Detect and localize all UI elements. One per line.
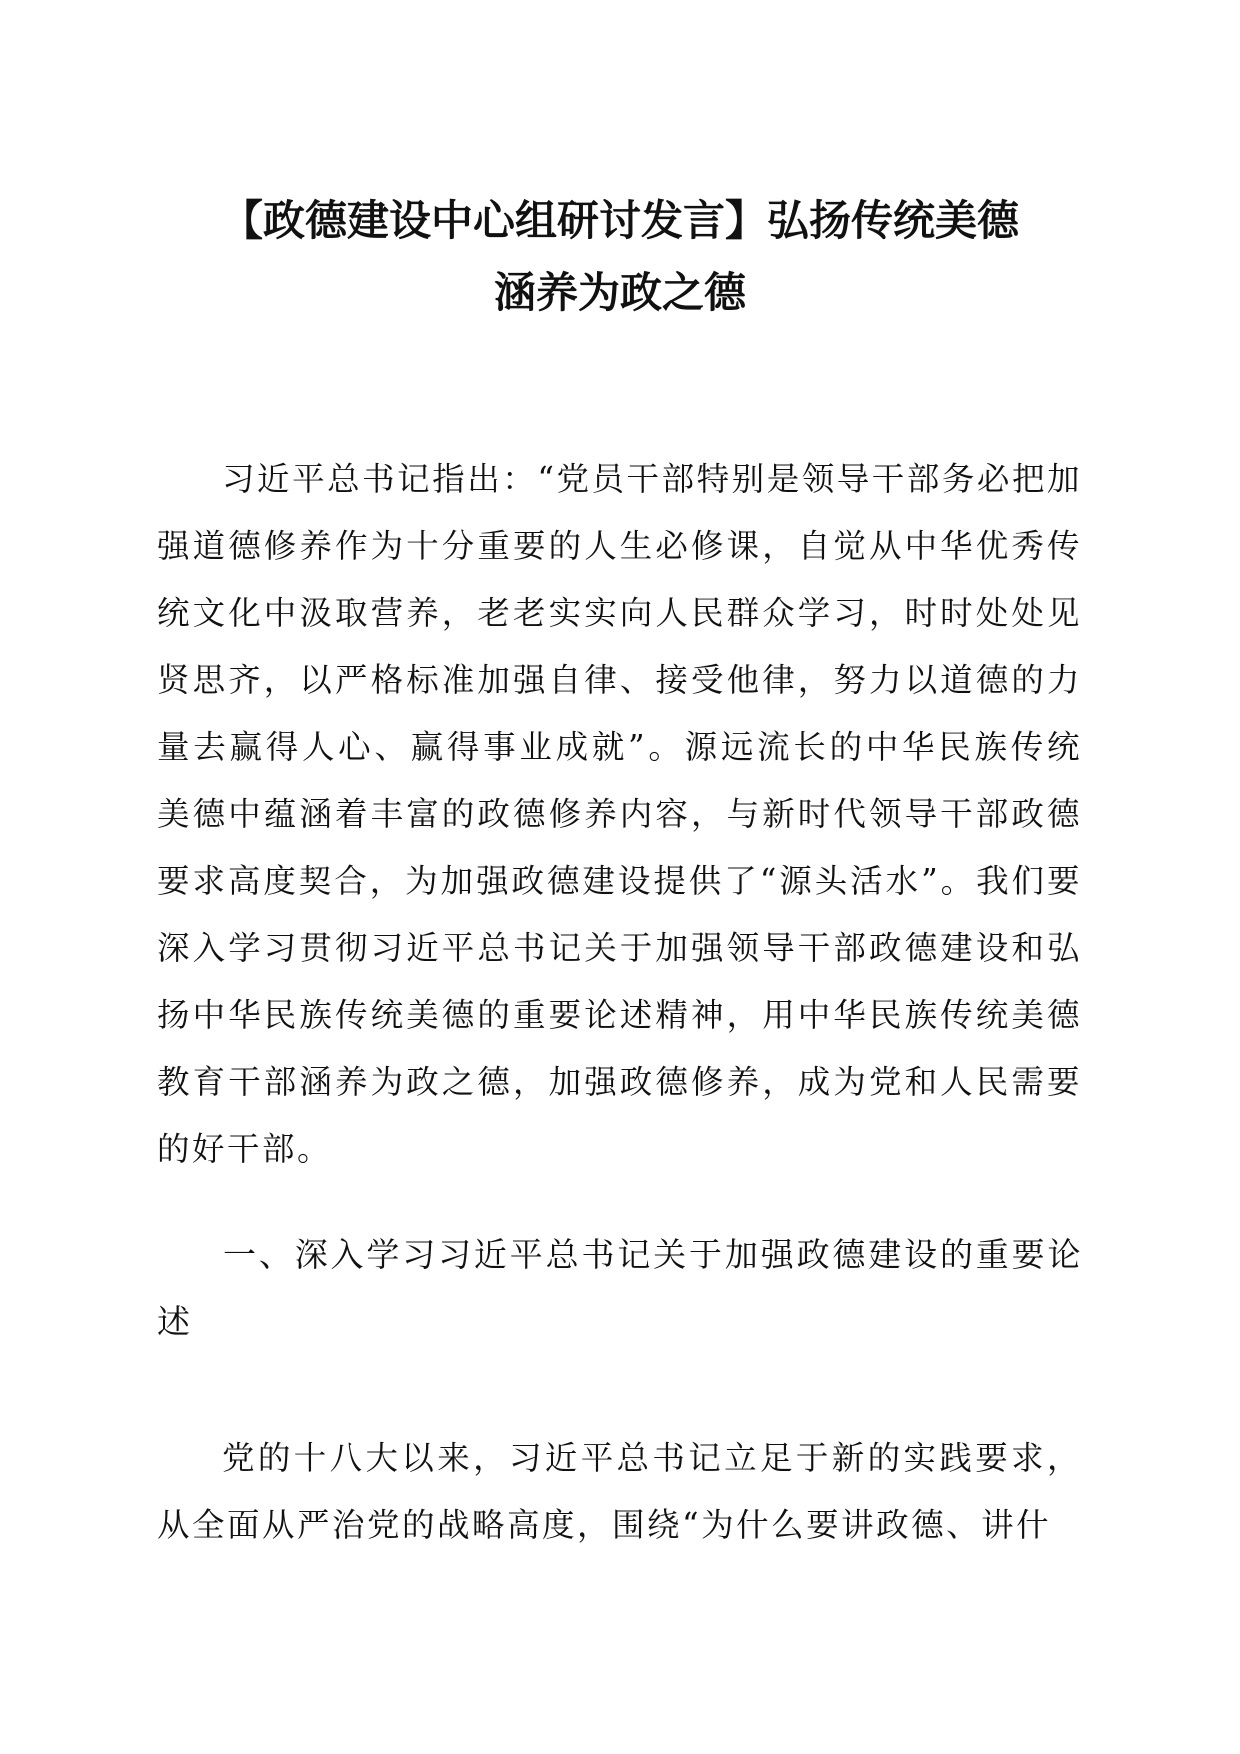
section-heading-1: 一、深入学习习近平总书记关于加强政德建设的重要论述 (157, 1235, 1082, 1341)
title-line-2: 涵养为政之德 (493, 268, 746, 317)
intro-paragraph: 习近平总书记指出：“党员干部特别是领导干部务必把加强道德修养作为十分重要的人生必修课，自觉从中华优秀传统文化中汲取营养，老老实实向人民群众学习，时时处处见贤思齐，以严格标准加强自律、接受他律，努力以道德的力量去赢得人心、赢得事业成就”。源远流长的中华民族传统美德中蕴涵着丰富的政德修养内容，与新时代领导干部政德要求高度契合，为加强政德建设提供了“源头活水”。我们要深入学习贯彻习近平总书记关于加强领导干部政德建设和弘扬中华民族传统美德的重要论述精神，用中华民族传统美德教育干部涵养为政之德，加强政德修养，成为党和人民需要的好干部。 (157, 460, 1082, 1168)
document-title (150, 185, 1090, 329)
section-1-paragraph: 党的十八大以来，习近平总书记立足于新的实践要求，从全面从严治党的战略高度，围绕“为什么要讲政德、讲什 (157, 1439, 1082, 1544)
title-line-1: 【政德建设中心组研讨发言】弘扬传统美德 (220, 196, 1019, 245)
